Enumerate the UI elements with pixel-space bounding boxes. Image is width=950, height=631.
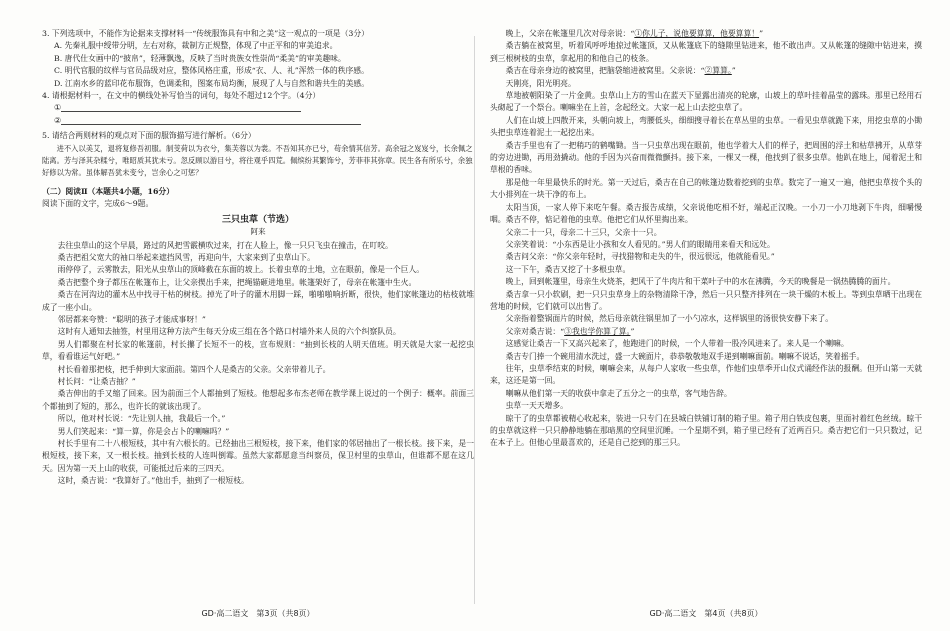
story-paragraph: 父亲笑着说：“小东西是让小孩和女人看见的。”男人们的眼睛用来看天和远处。 [505, 239, 775, 249]
story-paragraph: 父亲指着整锅面片的时候，然后母亲就往锅里加了一小勺凉水，这样锅里的汤很快安静下来了。 [505, 314, 834, 324]
story-paragraph [490, 28, 922, 40]
story-paragraph: 男人们都聚在村长家的帐篷前，村长攥了长短不一的枝，宣布规则：“抽到长枝的人明天值班。明天就是大家一起挖虫草，看看谁运气好吧。” [42, 339, 474, 362]
story-paragraph: 桑吉把整个身子都压在帐篷布上，让父亲揳出手来，把绳锚砸进地里。帐篷架好了，母亲在帐篷中生火。 [57, 277, 417, 287]
question-4-stem: 4. 请根据材料一，在文中的横线处补写恰当的词句，每处不超过12个字。（4分） [42, 91, 321, 101]
question-3-stem: 3. 下列选项中，不能作为论据来支撑材料一“传统服饰具有中和之美”这一观点的一项是（3分） [42, 29, 369, 38]
story-paragraph: 雨停停了，云雾散去，阳光从虫草山的顶峰截在东面的坡上。长着虫草的土地，立在眼前，像是一个巨人。 [57, 265, 425, 275]
story-paragraph: 去往虫草山的这个早晨，路过的风把雪霰横吹过来，打在人脸上，像一只只飞虫在撞击，在叮咬。 [57, 240, 393, 250]
story-paragraph: 这时，桑吉说：“我算好了。”他出手，抽到了一根短枝。 [57, 476, 249, 486]
story-paragraph: 太阳当顶，一家人停下来吃午餐。桑吉报告成绩，父亲说他吃相不好，端起正汉晚。一小刀一小刀地剥下牛肉，细嚼慢咽。桑吉不停，惦记着他的虫草。他把它们从怀里掏出来。 [490, 202, 922, 225]
page-footer-left: GD·高二语文 第3页（共8页） [201, 609, 315, 618]
page-divider [474, 36, 475, 604]
story-paragraph: 村长看着那把枝，把手伸到大家面前。第四个人是桑吉的父亲。父亲带着儿子。 [57, 364, 331, 374]
story-paragraph: 桑吉伸出的手又缩了回来。因为前面三个人都抽到了短枝。他想起多布杰老师在教学课上说过的一个例子：概率。前面三个都抽到了短的，那么，也许长的就该出现了。 [42, 389, 474, 411]
story-paragraph [490, 65, 922, 77]
question-3-option-d: D. 江南水乡的蓝印花布服饰，色调柔和，图案布局均衡，展现了人与自然和谐共生的美感。 [54, 78, 370, 88]
story-paragraph: 桑吉手里也有了一把稍巧的鹤嘴锄。当一只虫草出现在眼前，他也学着大人们的样子，把周围的浮土和枯草拂开，从草芽的旁边进锄，再用劲撬动。他的手因为兴奋而微微颤抖。接下来，一棵又一棵，他找到了很多虫草。他趴在地上，闻着泥土和草根的香味。 [490, 140, 922, 175]
paragraph-text: 父亲对桑吉说：“ [505, 326, 565, 336]
answer-blank-2 [61, 115, 361, 125]
story-paragraph: 这感觉让桑吉一下又高兴起来了，他跑进门的时候，一个人带着一股冷风进来了。来人是一个喇嘛。 [505, 339, 849, 349]
story-paragraph: 晚上，回到帐篷里，母亲生火烧茶，把风干了牛肉片和干菜叶子中的水在沸腾，今天的晚餐是一锅热腾腾的面片。 [505, 277, 896, 287]
story-paragraph: 父亲二十一只，母亲二十三只，父亲十一只。 [505, 227, 662, 237]
story-paragraph: 那是他一年里最快乐的时光。第一天过后，桑吉在自己的帐篷边数着挖到的虫草。数完了一遍又一遍，他把虫草按个头的大小排列在一块干净的布上。 [490, 177, 922, 200]
blank-2-marker: ② [54, 115, 61, 125]
paragraph-text: ” [731, 66, 736, 76]
story-paragraph: 晾干了的虫草都被精心收起来，装进一只专门在县城白铁铺订制的箱子里。箱子用白铁皮包裹，里面衬着红色丝绒。晾干的虫草就这样一只只静静地躺在那暗黑的空间里沉睡。一个星期不到，箱子里已经有了近两百只。桑吉把它们一只只数过，记在本子上。但他心里最喜欢的，还是自己挖到的那三只。 [490, 413, 922, 448]
underlined-sentence-2: ②算算。 [704, 66, 732, 76]
question-3-option-b: B. 唐代仕女画中的“披帛”，轻薄飘逸，反映了当时贵族女性崇尚“柔美”的审美趣味。 [54, 53, 346, 63]
reading-instruction: 阅读下面的文字，完成6～9题。 [42, 199, 154, 209]
question-4-blank-1 [42, 102, 474, 114]
question-4-blank-2 [42, 115, 474, 127]
story-paragraph [490, 326, 922, 338]
underlined-sentence-1: ①你儿子，说他要算算，他要算算！ [634, 29, 760, 38]
question-5-quote: 进不入以美艾，退将复修吾初服。制芰荷以为衣兮，集芙蓉以为裳。不吾知其亦已兮，苟余情其信芳。高余冠之岌岌兮，长余佩之陆离。芳与泽其杂糅兮，唯昭质其犹未亏。忽反顾以游目兮，将往观乎四荒。佩缤纷其繁饰兮，芳菲菲其弥章。民生各有所乐兮，余独好修以为常。虽体解吾犹未变兮，岂余心之可惩？ [42, 143, 473, 178]
story-paragraph: 草地被朝阳染了一片金黄。虫草山上方的雪山在蓝天下显露出清亮的轮廓，山坡上的草叶挂着晶莹的露珠。那里已经用石头砌起了一个祭台。喇嘛坐在上首，念起经文。大家一起上山去挖虫草了。 [490, 91, 922, 113]
page-footer-right: GD·高二语文 第4页（共8页） [649, 609, 763, 618]
story-paragraph: 这时有人通知去抽签，村里用这种方法产生每天分成三组在各个路口村墙外来人员的六个纠察队员。 [57, 327, 401, 337]
story-paragraph: 人们在山坡上四散开来，头朝向坡上，弯腰低头，细细搜寻着长在草丛里的虫草。一看见虫草就跪下来，用挖虫草的小锄头把虫草连着泥土一起挖出来。 [490, 115, 922, 138]
blank-1-marker: ① [54, 103, 61, 113]
story-paragraph: 村长问：“让桑吉抽？” [57, 376, 136, 386]
answer-blank-1 [61, 102, 301, 112]
question-3-option-c: C. 明代官服的纹样与官员品级对应，整体风格庄重，形成“衣、人、礼”浑然一体的秩序感。 [54, 66, 369, 76]
paragraph-text: ” [759, 29, 764, 38]
question-3-option-a: A. 先秦礼服中绶带分明，左右对称，裁制方正规整，体现了中正平和的审美追求。 [54, 41, 338, 51]
story-paragraph: 男人们笑起来：“算一算，你是会占卜的喇嘛吗？” [57, 426, 230, 436]
story-paragraph: 桑吉问父亲：“你父亲年轻时，寻找猎物和走失的牛，很远很远，他就能看见。” [505, 252, 775, 262]
story-paragraph: 邻居都来夸赞：“聪明的孩子才能成事呀！” [57, 314, 206, 324]
story-author: 阿来 [250, 227, 266, 237]
story-paragraph: 桑吉拿一只小软刷，把一只只虫草身上的杂物清除干净，然后一只只整齐排列在一块干燥的木板上。等到虫草晒干出现在营地的时候，它们就可以出售了。 [490, 289, 922, 311]
reading-section-heading: （二）阅读Ⅱ（本题共4小题，16分） [42, 186, 175, 196]
story-paragraph: 喇嘛从他们第一天的收获中拿走了五分之一的虫草，客气地告辞。 [505, 388, 732, 398]
story-paragraph: 桑吉在河沟边的灌木丛中找寻干枯的树枝。掉光了叶子的灌木用脚一踩，啪啪啪响折断，很快，他们家帐篷边的枯枝就堆成了一座小山。 [42, 290, 474, 312]
question-5-stem: 5. 请结合两则材料的观点对下面的服饰描写进行解析。（6分） [42, 131, 256, 141]
underlined-sentence-3: ③我也学你算了算。 [564, 326, 631, 336]
story-paragraph: 所以，他对村长说：“先让别人抽，我最后一个。” [57, 414, 226, 424]
story-paragraph: 村长手里有二十八根短枝，其中有六根长的。已经抽出三根短枝，接下来，他们家的邻居抽出了一根长枝。接下来，是一根短枝，接下来，又一根长枝。抽到长枝的人连叫倒霉。虽然大家都愿意当纠察员，保卫村里的虫草山，但谁都不愿在这几天。因为第一天上山的收获，可能抵过后来的三四天。 [42, 439, 474, 473]
story-title: 三只虫草（节选） [221, 214, 294, 225]
story-paragraph: 往年，虫草季结束的时候，喇嘛会来，从每户人家收一些虫草，作他们虫草季开山仪式诵经作法的报酬。但开山第一天就来，这还是第一回。 [490, 363, 922, 386]
story-paragraph: 天刚亮，阳光明亮。 [505, 78, 576, 88]
story-paragraph: 桑吉把祖父宽大的袖口举起来遮挡风雪，再迎向牛，大家来到了虫草山下。 [57, 252, 315, 262]
page-left [42, 28, 474, 606]
page-right [490, 28, 922, 606]
story-paragraph: 桑吉专门捧一个碗用清水洗过，盛一大碗面片，恭恭敬敬地双手递到喇嘛面前。喇嘛不说话，笑着摇手。 [505, 351, 865, 361]
story-paragraph: 桑吉躺在被窝里，听着风呼呼地掠过帐篷顶，又从帐篷底下的缝隙里钻进来，他不敢出声。又从帐篷的缝隙中钻进来，摸到三根树枝的虫草，拿起用的和他自己的枝条。 [490, 41, 922, 63]
paragraph-text: ” [630, 326, 635, 336]
paragraph-text: 桑吉在母亲身边的被窝里，把脑袋缩进被窝里。父亲说：“ [505, 66, 705, 76]
paragraph-text: 晚上，父亲在帐篷里几次对母亲说：“ [505, 29, 635, 38]
story-paragraph: 这一下午，桑吉又挖了十多根虫草。 [505, 264, 631, 274]
story-paragraph: 虫草一天天增多。 [505, 401, 568, 411]
